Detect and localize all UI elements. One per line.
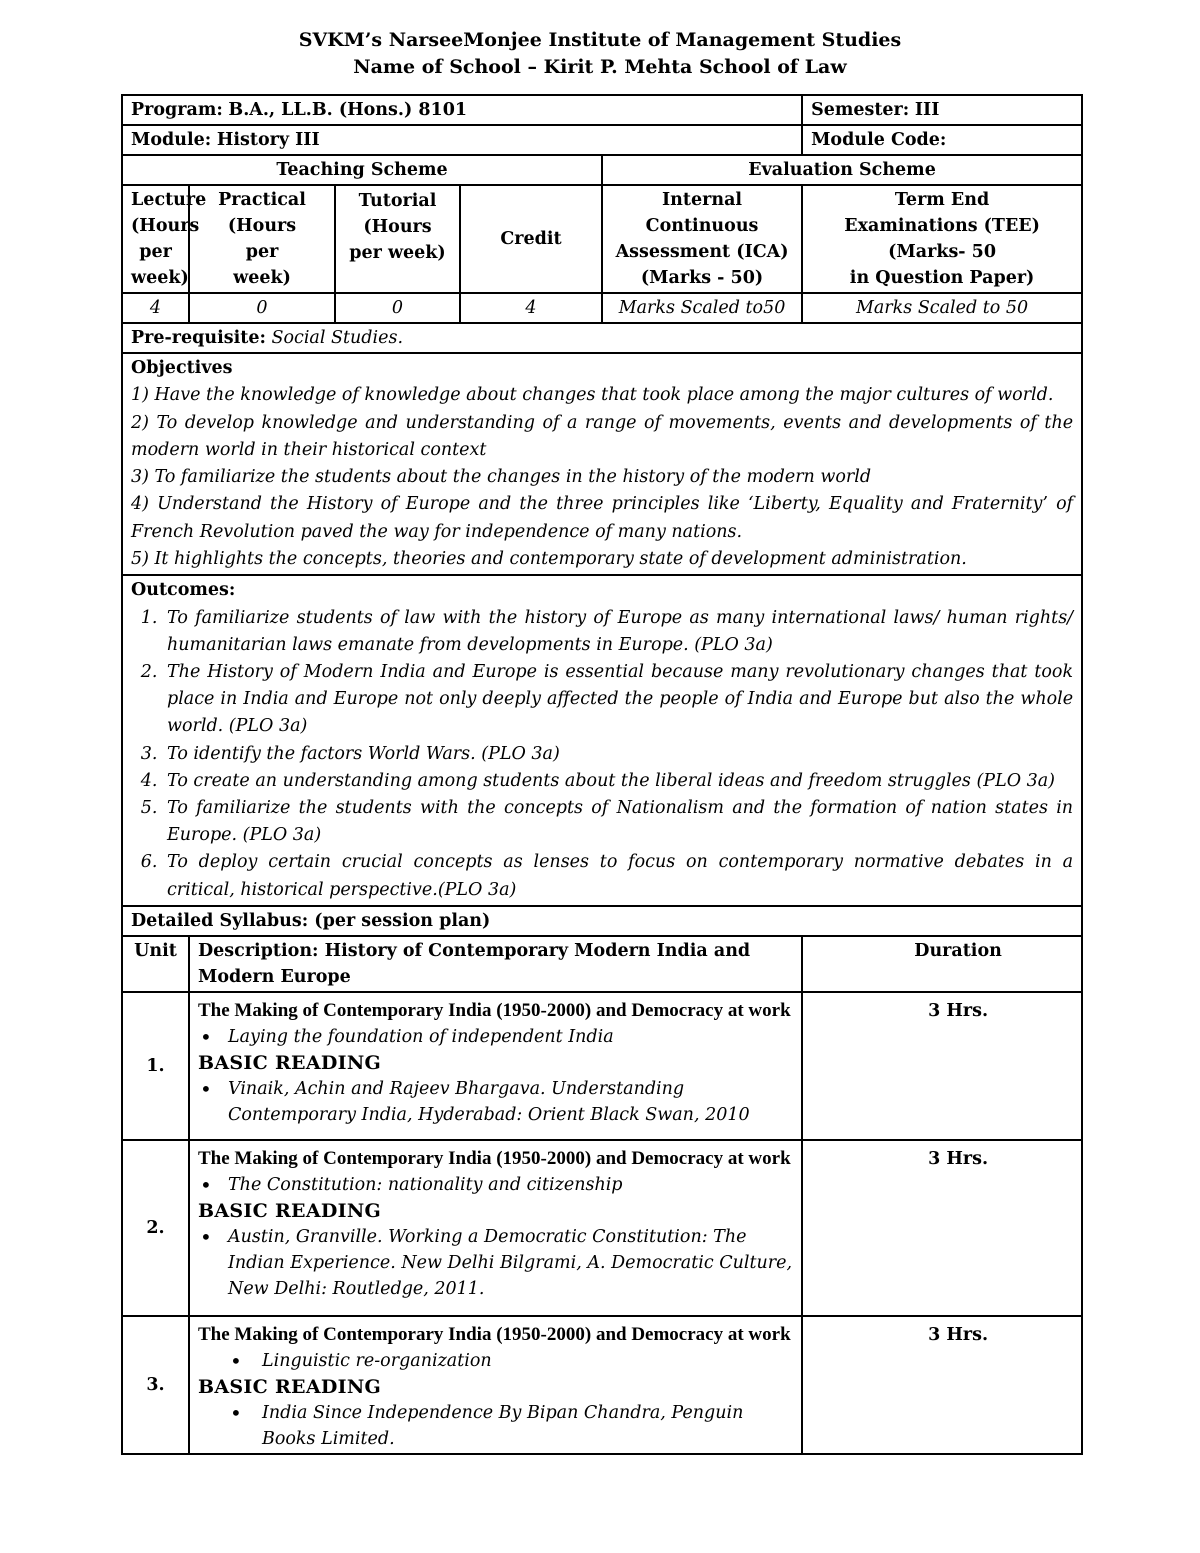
module-label: Module: [131,130,212,150]
syllabus-unit-row [122,1140,1082,1316]
duration-column-heading: Duration [802,936,1082,992]
syllabus-heading: Detailed Syllabus: (per session plan) [122,906,1082,936]
institute-name: SVKM’s NarseeMonjee Institute of Management Studies [298,29,902,51]
outcome-item: 4. To create an understanding among students about the liberal ideas and freedom struggles (PLO 3a) [163,768,1073,795]
unit-topic: • The Constitution: nationality and citizenship [228,1172,793,1198]
prerequisite-cell [122,323,1082,353]
unit-topic-list [198,1172,793,1198]
scheme-header-row [122,155,1082,185]
program-value: B.A., LL.B. (Hons.) 8101 [228,100,468,120]
tee-heading-line: (Marks- 50 [888,242,997,262]
tutorial-heading-line: Tutorial [358,191,437,211]
unit-duration: 3 Hrs. [802,992,1082,1140]
ica-heading-line: Assessment (ICA) [615,242,789,262]
semester-label: Semester: [811,100,910,120]
practical-heading-line: (Hours [227,216,297,236]
evaluation-scheme-heading: Evaluation Scheme [602,155,1082,185]
lecture-heading-line: Lecture [131,190,207,210]
semester-value: III [914,100,940,120]
basic-reading-label: BASIC READING [198,1199,382,1222]
unit-column-heading: Unit [122,936,189,992]
unit-title: The Making of Contemporary India (1950-2000) and Democracy at work [198,1147,791,1169]
unit-description [189,1316,802,1454]
syllabus-columns-row [122,936,1082,992]
unit-reading: • India Since Independence By Bipan Chandra, Penguin Books Limited. [262,1400,793,1452]
objective-item: 3) To familiarize the students about the changes in the history of the modern world [131,467,872,488]
lecture-heading-line: week) [131,268,189,288]
module-code-cell [802,125,1082,155]
outcome-item: 6. To deploy certain crucial concepts as lenses to focus on contemporary normative debates in a critical, historical perspective.(PLO 3a) [163,849,1073,903]
tee-heading [802,185,1082,293]
unit-reading-list [198,1224,793,1302]
unit-number: 3. [122,1316,189,1454]
tutorial-heading-line: (Hours [363,217,432,237]
program-cell [122,95,802,125]
lecture-heading [122,185,207,293]
tutorial-value: 0 [335,293,460,323]
teaching-scheme-heading: Teaching Scheme [122,155,602,185]
lecture-value: 4 [122,293,189,323]
outcome-item: 1. To familiarize students of law with the history of Europe as many international laws/ human rights/ humanitarian laws emanate from developments in Europe. (PLO 3a) [163,605,1073,659]
module-cell [122,125,802,155]
practical-value: 0 [189,293,335,323]
module-row [122,125,1082,155]
syllabus-unit-row [122,1316,1082,1454]
semester-cell [802,95,1082,125]
outcomes-cell [122,575,1082,905]
unit-topic-list [198,1024,793,1050]
ica-heading [602,185,802,293]
objective-item: 5) It highlights the concepts, theories and contemporary state of development administration. [131,549,967,570]
objectives-heading: Objectives [131,358,233,378]
unit-duration: 3 Hrs. [802,1140,1082,1316]
module-value: History III [216,130,320,150]
tee-heading-line: Term End [894,190,990,210]
program-row [122,95,1082,125]
unit-reading-list [198,1400,793,1452]
ica-heading-line: (Marks - 50) [640,268,764,288]
basic-reading-label: BASIC READING [198,1375,382,1398]
unit-reading-list [198,1076,793,1128]
practical-heading-line: week) [233,268,291,288]
course-table [121,94,1083,1455]
module-code-label: Module Code: [811,130,947,150]
unit-duration: 3 Hrs. [802,1316,1082,1454]
ica-heading-line: Internal Continuous [645,190,759,236]
prerequisite-value: Social Studies. [271,328,404,348]
credit-value: 4 [460,293,602,323]
credit-heading: Credit [460,185,602,293]
objective-item: 2) To develop knowledge and understanding of a range of movements, events and developments of the modern world in their historical context [131,412,1074,460]
tutorial-heading [335,185,460,293]
lecture-heading-line: (Hours [131,216,200,236]
unit-topic: • Linguistic re-organization [262,1348,793,1374]
unit-description [189,992,802,1140]
ica-value: Marks Scaled to50 [602,293,802,323]
objective-item: 4) Understand the History of Europe and the three principles like ‘Liberty, Equality and Fraternity’ of French Revolution paved the way for independence of many nations. [131,494,1074,542]
outcome-item: 2. The History of Modern India and Europe is essential because many revolutionary changes that took place in India and Europe not only deeply affected the people of India and Europe but also the whole world. (PLO 3a) [163,659,1073,741]
unit-number: 2. [122,1140,189,1316]
lecture-heading-line: per [139,242,172,262]
outcome-item: 5. To familiarize the students with the concepts of Nationalism and the formation of nation states in Europe. (PLO 3a) [163,795,1073,849]
document-header [0,27,1200,81]
description-column-heading: Description: History of Contemporary Modern India and Modern Europe [189,936,802,992]
tee-heading-line: in Question Paper) [849,268,1035,288]
program-label: Program: [131,100,223,120]
tutorial-heading-line: per week) [349,243,446,263]
unit-reading: • Austin, Granville. Working a Democratic Constitution: The Indian Experience. New Delhi Bilgrami, A. Democratic Culture, New Delhi: Routledge, 2011. [228,1224,793,1302]
unit-number: 1. [122,992,189,1140]
scheme-columns-row [122,185,1082,293]
unit-topic: • Laying the foundation of independent India [228,1024,793,1050]
outcomes-heading: Outcomes: [131,580,236,601]
syllabus-heading-row [122,906,1082,936]
unit-description [189,1140,802,1316]
objectives-cell [122,353,1082,575]
prerequisite-row [122,323,1082,353]
basic-reading-label: BASIC READING [198,1051,382,1074]
practical-heading-line: Practical [218,190,306,210]
outcome-item: 3. To identify the factors World Wars. (PLO 3a) [163,741,1073,768]
unit-title: The Making of Contemporary India (1950-2000) and Democracy at work [198,1323,791,1345]
school-name: Name of School – Kirit P. Mehta School of Law [353,56,847,78]
syllabus-unit-row [122,992,1082,1140]
scheme-values-row [122,293,1082,323]
prerequisite-label: Pre-requisite: [131,328,266,348]
tee-value: Marks Scaled to 50 [802,293,1082,323]
practical-heading [189,185,335,293]
objectives-row [122,353,1082,575]
unit-topic-list [198,1348,793,1374]
outcomes-list [131,605,1073,904]
objective-item: 1) Have the knowledge of knowledge about changes that took place among the major cultures of world. [131,385,1054,406]
unit-title: The Making of Contemporary India (1950-2000) and Democracy at work [198,999,791,1021]
tee-heading-line: Examinations (TEE) [844,216,1040,236]
outcomes-row [122,575,1082,905]
practical-heading-line: per [245,242,279,262]
unit-reading: • Vinaik, Achin and Rajeev Bhargava. Understanding Contemporary India, Hyderabad: Orient Black Swan, 2010 [228,1076,793,1128]
